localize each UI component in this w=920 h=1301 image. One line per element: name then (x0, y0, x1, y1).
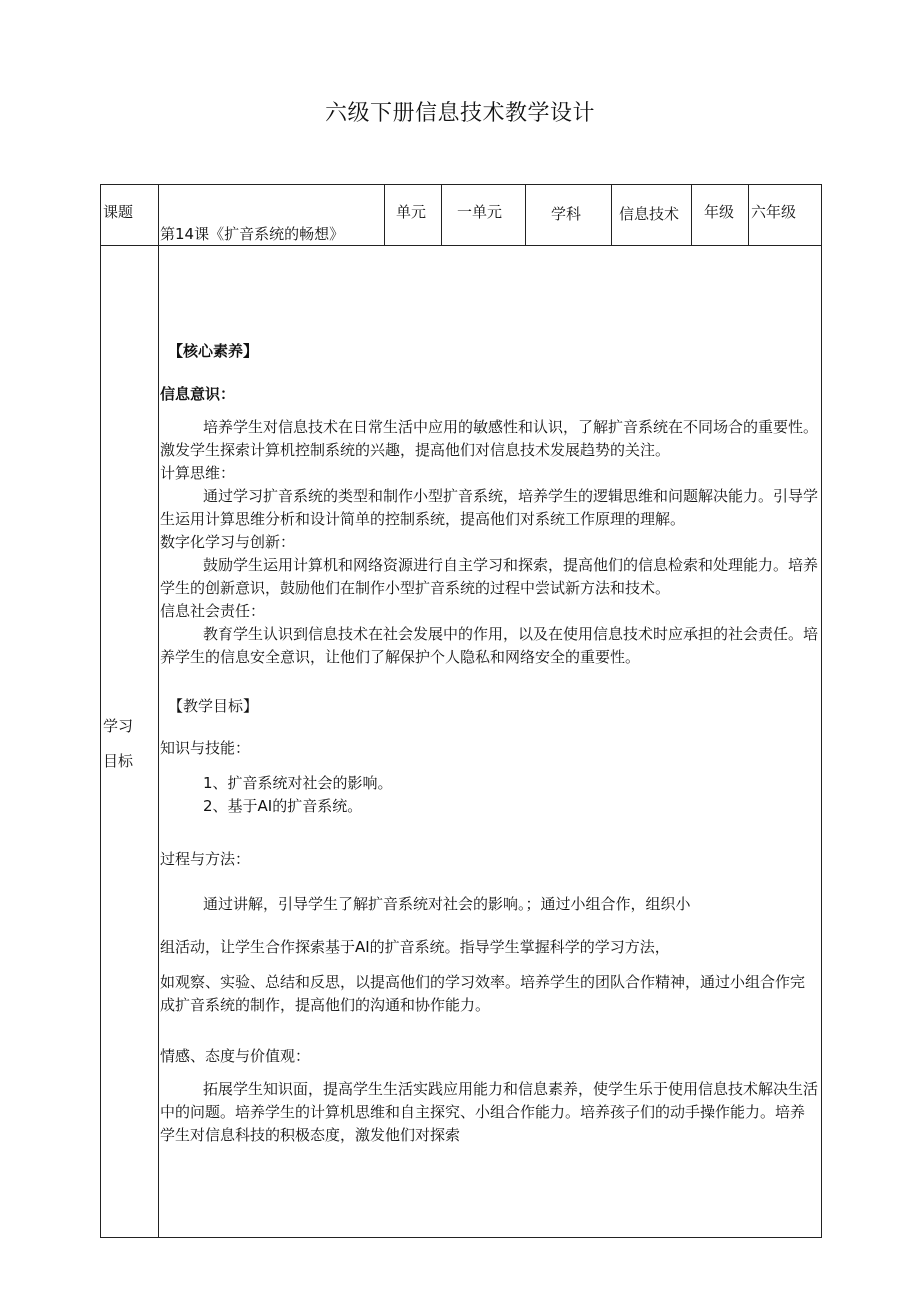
column-divider (691, 185, 692, 245)
section-label-line1: 学习 (103, 717, 134, 735)
knowledge-item-1: 1、扩音系统对社会的影响。 (203, 774, 393, 792)
info-awareness-text: 培养学生对信息技术在日常生活中应用的敏感性和认识，了解扩音系统在不同场合的重要性。激发学生探索计算机控制系统的兴趣，提高他们对信息技术发展趋势的关注。 (160, 418, 819, 459)
grade-label: 年级 (704, 203, 735, 221)
computational-thinking-text: 通过学习扩音系统的类型和制作小型扩音系统，培养学生的逻辑思维和问题解决能力。引导学生运用计算思维分析和设计简单的控制系统，提高他们对系统工作原理的理解。 (160, 487, 819, 528)
subject-label: 学科 (551, 205, 582, 223)
unit-label: 单元 (396, 203, 427, 221)
unit-value: 一单元 (457, 203, 503, 221)
column-divider (611, 185, 612, 245)
column-divider (158, 185, 159, 1237)
column-divider (384, 185, 385, 245)
document-title: 六级下册信息技术教学设计 (324, 101, 595, 126)
grade-value: 六年级 (751, 203, 797, 221)
lesson-table (100, 184, 822, 1238)
info-awareness-label: 信息意识： (160, 385, 236, 403)
emotion-label: 情感、态度与价值观： (160, 1047, 311, 1065)
process-label: 过程与方法： (160, 850, 251, 868)
column-divider (748, 185, 749, 245)
topic-label: 课题 (103, 203, 134, 221)
core-heading: 【核心素养】 (168, 342, 259, 360)
digital-learning-text: 鼓励学生运用计算机和网络资源进行自主学习和探索，提高他们的信息检索和处理能力。培养学生的创新意识，鼓励他们在制作小型扩音系统的过程中尝试新方法和技术。 (160, 556, 819, 597)
emotion-text: 拓展学生知识面，提高学生生活实践应用能力和信息素养，使学生乐于使用信息技术解决生活中的问题。培养学生的计算机思维和自主探究、小组合作能力。培养孩子们的动手操作能力。培养学生对信息科技的积极态度，激发他们对探索 (160, 1080, 819, 1144)
computational-thinking-label: 计算思维： (160, 464, 236, 482)
process-text-2: 组活动，让学生合作探索基于AI的扩音系统。指导学生掌握科学的学习方法， (160, 938, 670, 956)
knowledge-label: 知识与技能： (160, 739, 251, 757)
section-label-line2: 目标 (103, 752, 134, 770)
topic-value: 第14课《扩音系统的畅想》 (160, 225, 345, 243)
column-divider (441, 185, 442, 245)
digital-learning-label: 数字化学习与创新： (160, 533, 296, 551)
knowledge-item-2: 2、基于AI的扩音系统。 (203, 797, 363, 815)
subject-value: 信息技术 (619, 205, 680, 223)
process-text-1: 通过讲解，引导学生了解扩音系统对社会的影响。；通过小组合作，组织小 (203, 895, 691, 913)
social-responsibility-text: 教育学生认识到信息技术在社会发展中的作用，以及在使用信息技术时应承担的社会责任。培养学生的信息安全意识，让他们了解保护个人隐私和网络安全的重要性。 (160, 625, 819, 666)
column-divider (525, 185, 526, 245)
objectives-content (160, 245, 819, 1235)
goals-heading: 【教学目标】 (168, 697, 259, 715)
social-responsibility-label: 信息社会责任： (160, 602, 266, 620)
process-text-3: 如观察、实验、总结和反思，以提高他们的学习效率。培养学生的团队合作精神，通过小组合作完成扩音系统的制作，提高他们的沟通和协作能力。 (160, 973, 806, 1014)
